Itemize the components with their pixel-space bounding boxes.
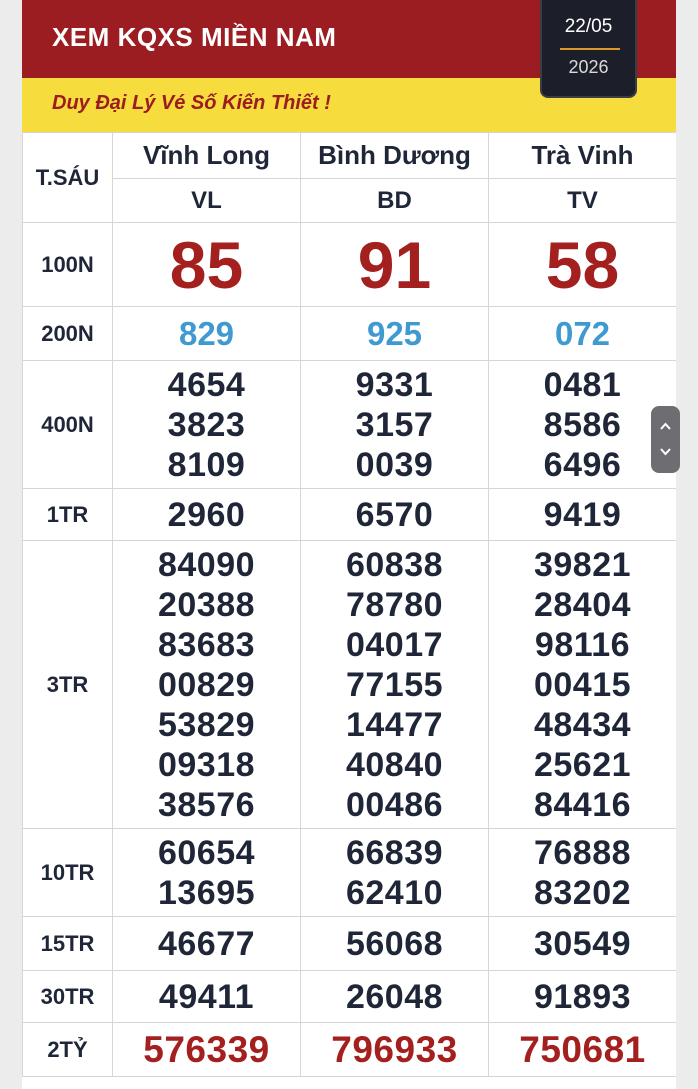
prize-number: 60654 <box>157 833 256 872</box>
prize-number: 00486 <box>345 785 444 824</box>
prize-cell <box>113 307 301 361</box>
prize-number: 20388 <box>157 585 256 624</box>
prize-label: 100N <box>23 223 113 307</box>
province-code: VL <box>113 179 301 223</box>
prize-number: 77155 <box>345 665 444 704</box>
prize-number: 925 <box>366 314 423 352</box>
prize-label: 1TR <box>23 489 113 541</box>
prize-cell <box>301 307 489 361</box>
prize-cell <box>489 971 677 1023</box>
prize-cell <box>113 1023 301 1077</box>
prize-number: 9331 <box>355 365 434 404</box>
prize-number: 0481 <box>543 365 622 404</box>
prize-cell <box>113 917 301 971</box>
prize-number: 072 <box>554 314 611 352</box>
prize-number: 83683 <box>157 625 256 664</box>
province-name[interactable]: Trà Vinh <box>489 133 677 179</box>
prize-number: 8586 <box>543 405 622 444</box>
prize-cell <box>489 361 677 489</box>
prize-number: 9419 <box>543 495 622 534</box>
prize-number: 14477 <box>345 705 444 744</box>
prize-number: 48434 <box>533 705 632 744</box>
prize-cell <box>489 307 677 361</box>
prize-row <box>23 1023 677 1077</box>
prize-number: 84416 <box>533 785 632 824</box>
prize-cell <box>113 829 301 917</box>
prize-number: 60838 <box>345 545 444 584</box>
province-name[interactable]: Bình Dương <box>301 133 489 179</box>
prize-number: 04017 <box>345 625 444 664</box>
prize-number: 56068 <box>345 924 444 963</box>
prize-cell <box>489 829 677 917</box>
chevron-up-icon[interactable] <box>659 420 672 433</box>
prize-number: 84090 <box>157 545 256 584</box>
prize-number: 25621 <box>533 745 632 784</box>
date-badge[interactable] <box>540 0 637 98</box>
prize-row <box>23 223 677 307</box>
prize-cell <box>113 541 301 829</box>
prize-number: 2960 <box>167 495 246 534</box>
prize-row <box>23 361 677 489</box>
prize-number: 0039 <box>355 445 434 484</box>
prize-label: 15TR <box>23 917 113 971</box>
prize-cell <box>113 361 301 489</box>
prize-number: 796933 <box>331 1028 458 1070</box>
slogan-text: Duy Đại Lý Vé Số Kiến Thiết ! <box>52 92 331 114</box>
prize-number: 13695 <box>157 873 256 912</box>
prize-number: 576339 <box>143 1028 270 1070</box>
prize-cell <box>301 971 489 1023</box>
chevron-down-icon[interactable] <box>659 445 672 458</box>
prize-number: 76888 <box>533 833 632 872</box>
prize-label: 2TỶ <box>23 1023 113 1077</box>
prize-cell <box>489 917 677 971</box>
prize-cell <box>489 489 677 541</box>
prize-label: 3TR <box>23 541 113 829</box>
prize-row <box>23 917 677 971</box>
prize-number: 8109 <box>167 445 246 484</box>
prize-cell <box>489 541 677 829</box>
prize-number: 6496 <box>543 445 622 484</box>
prize-label: 200N <box>23 307 113 361</box>
prize-cell <box>301 541 489 829</box>
prize-number: 30549 <box>533 924 632 963</box>
prize-number: 85 <box>169 227 244 302</box>
prize-row <box>23 971 677 1023</box>
prize-row <box>23 307 677 361</box>
prize-label: 400N <box>23 361 113 489</box>
prize-cell <box>301 489 489 541</box>
province-code: BD <box>301 179 489 223</box>
prize-cell <box>301 1023 489 1077</box>
prize-number: 3823 <box>167 405 246 444</box>
date-divider <box>560 48 620 50</box>
page-title: XEM KQXS MIỀN NAM <box>52 22 337 52</box>
prize-row <box>23 829 677 917</box>
prize-number: 78780 <box>345 585 444 624</box>
province-code: TV <box>489 179 677 223</box>
prize-number: 3157 <box>355 405 434 444</box>
prize-number: 49411 <box>158 977 255 1016</box>
date-day: 22/05 <box>564 16 613 37</box>
prize-row <box>23 489 677 541</box>
prize-cell <box>301 917 489 971</box>
prize-cell <box>113 489 301 541</box>
date-year: 2026 <box>568 57 609 77</box>
prize-number: 09318 <box>157 745 256 784</box>
prize-number: 829 <box>178 314 235 352</box>
prize-number: 28404 <box>533 585 632 624</box>
prize-cell <box>301 829 489 917</box>
prize-number: 6570 <box>355 495 434 534</box>
prize-cell <box>489 223 677 307</box>
scroll-widget[interactable] <box>651 406 680 473</box>
prize-cell <box>301 361 489 489</box>
prize-number: 00415 <box>533 665 632 704</box>
prize-number: 91893 <box>533 977 632 1016</box>
prize-cell <box>301 223 489 307</box>
prize-number: 38576 <box>157 785 256 824</box>
prize-number: 58 <box>545 227 620 302</box>
prize-cell <box>113 971 301 1023</box>
prize-number: 83202 <box>533 873 632 912</box>
prize-number: 4654 <box>167 365 246 404</box>
results-table <box>22 132 676 1077</box>
prize-label: 30TR <box>23 971 113 1023</box>
prize-cell <box>489 1023 677 1077</box>
prize-number: 66839 <box>345 833 444 872</box>
prize-number: 750681 <box>519 1028 646 1070</box>
prize-number: 40840 <box>345 745 444 784</box>
prize-number: 98116 <box>534 625 631 664</box>
prize-number: 00829 <box>157 665 256 704</box>
prize-number: 53829 <box>157 705 256 744</box>
prize-label: 10TR <box>23 829 113 917</box>
prize-number: 62410 <box>345 873 444 912</box>
prize-row <box>23 541 677 829</box>
prize-number: 46677 <box>157 924 256 963</box>
prize-cell <box>113 223 301 307</box>
prize-number: 39821 <box>533 545 632 584</box>
province-name[interactable]: Vĩnh Long <box>113 133 301 179</box>
day-label: T.SÁU <box>23 133 113 223</box>
lottery-results-card <box>22 0 676 1089</box>
prize-number: 26048 <box>345 977 444 1016</box>
prize-number: 91 <box>357 227 432 302</box>
